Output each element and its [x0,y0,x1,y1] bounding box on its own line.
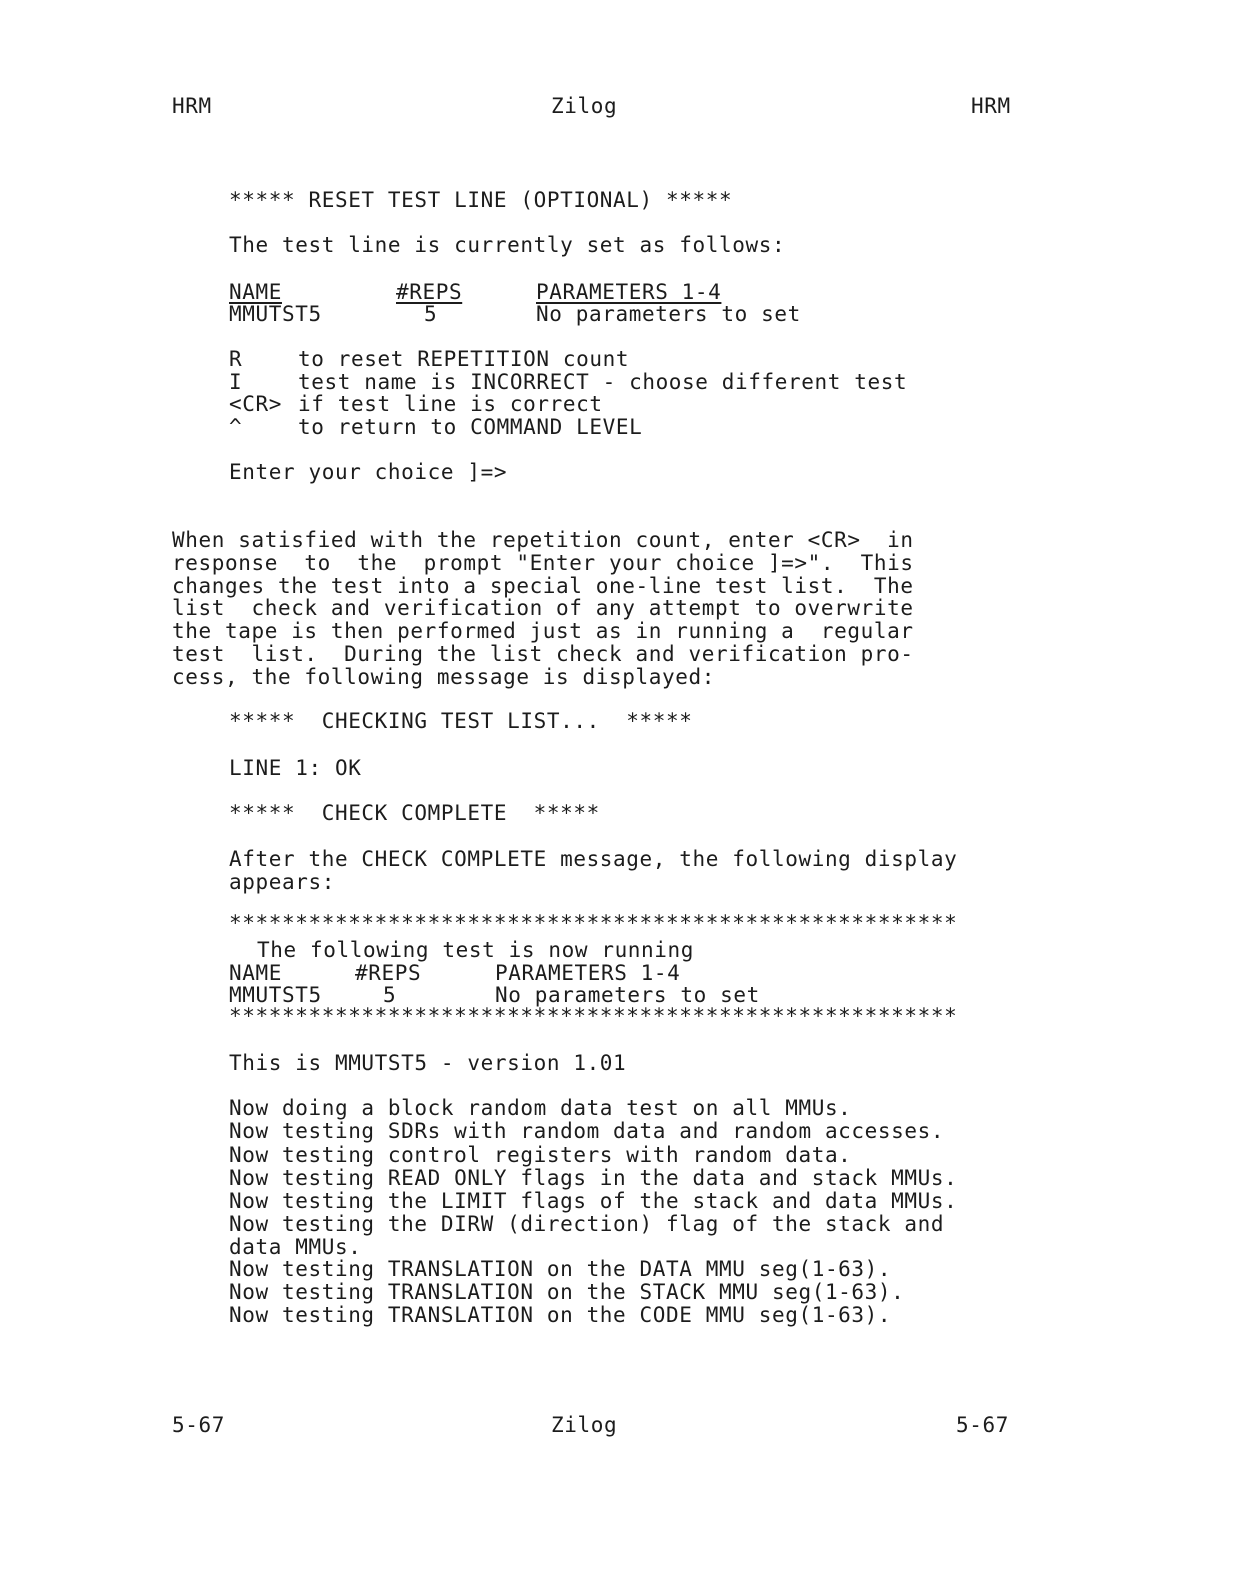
log-line: Now testing the DIRW (direction) flag of the stack and [229,1212,945,1236]
log-line: Now testing READ ONLY flags in the data and stack MMUs. [229,1166,958,1190]
log-line: Now testing TRANSLATION on the CODE MMU seg(1-63). [229,1303,892,1327]
log-line: Now testing the LIMIT flags of the stack and data MMUs. [229,1189,958,1213]
version-line: This is MMUTST5 - version 1.01 [229,1051,627,1075]
header-right: HRM [971,94,1011,118]
after-text-line: After the CHECK COMPLETE message, the following display [229,847,958,871]
option-desc: if test line is correct [298,392,603,416]
reset-val-name: MMUTST5 [229,302,322,326]
running-box-title: The following test is now running [257,938,695,962]
running-val-name: MMUTST5 [229,983,322,1007]
running-val-params: No parameters to set [495,983,760,1007]
log-line: Now testing SDRs with random data and random accesses. [229,1119,945,1143]
option-key: ^ [229,415,243,439]
log-line: Now testing TRANSLATION on the STACK MMU seg(1-63). [229,1280,905,1304]
option-desc: to return to COMMAND LEVEL [298,415,643,439]
reset-col-name: NAME [229,280,282,304]
running-box-top-border: ******************************************************* [229,911,958,935]
reset-val-params: No parameters to set [536,302,801,326]
footer-right-page-number: 5-67 [956,1413,1009,1437]
paragraph-line: test list. During the list check and verification pro- [172,642,914,666]
footer-left-page-number: 5-67 [172,1413,225,1437]
check-line-message: LINE 1: OK [229,756,362,780]
reset-banner: ***** RESET TEST LINE (OPTIONAL) ***** [229,188,733,212]
reset-col-params: PARAMETERS 1-4 [536,280,722,304]
log-line: Now doing a block random data test on all MMUs. [229,1096,852,1120]
running-col-name: NAME [229,961,282,985]
paragraph-line: When satisfied with the repetition count, enter <CR> in [172,528,914,552]
reset-col-reps: #REPS [396,280,463,304]
check-start-message: ***** CHECKING TEST LIST... ***** [229,709,693,733]
log-line: Now testing TRANSLATION on the DATA MMU seg(1-63). [229,1257,892,1281]
option-key: <CR> [229,392,282,416]
paragraph-line: the tape is then performed just as in running a regular [172,619,914,643]
after-text-line: appears: [229,870,335,894]
choice-prompt: Enter your choice ]=> [229,460,508,484]
paragraph-line: response to the prompt "Enter your choice ]=>". This [172,551,914,575]
log-line: Now testing control registers with random data. [229,1143,852,1167]
check-complete-message: ***** CHECK COMPLETE ***** [229,801,600,825]
paragraph-line: list check and verification of any attempt to overwrite [172,596,914,620]
running-col-reps: #REPS [355,961,422,985]
reset-val-reps: 5 [424,302,438,326]
header-center: Zilog [551,94,618,118]
running-box-bottom-border: ******************************************************* [229,1004,958,1028]
option-key: R [229,347,243,371]
running-col-params: PARAMETERS 1-4 [495,961,681,985]
header-left: HRM [172,94,212,118]
option-desc: to reset REPETITION count [298,347,630,371]
reset-intro: The test line is currently set as follows: [229,233,786,257]
option-key: I [229,370,243,394]
running-val-reps: 5 [383,983,397,1007]
paragraph-line: cess, the following message is displayed: [172,665,715,689]
log-line: data MMUs. [229,1235,362,1259]
option-desc: test name is INCORRECT - choose different test [298,370,908,394]
paragraph-line: changes the test into a special one-line test list. The [172,574,914,598]
footer-center: Zilog [551,1413,618,1437]
